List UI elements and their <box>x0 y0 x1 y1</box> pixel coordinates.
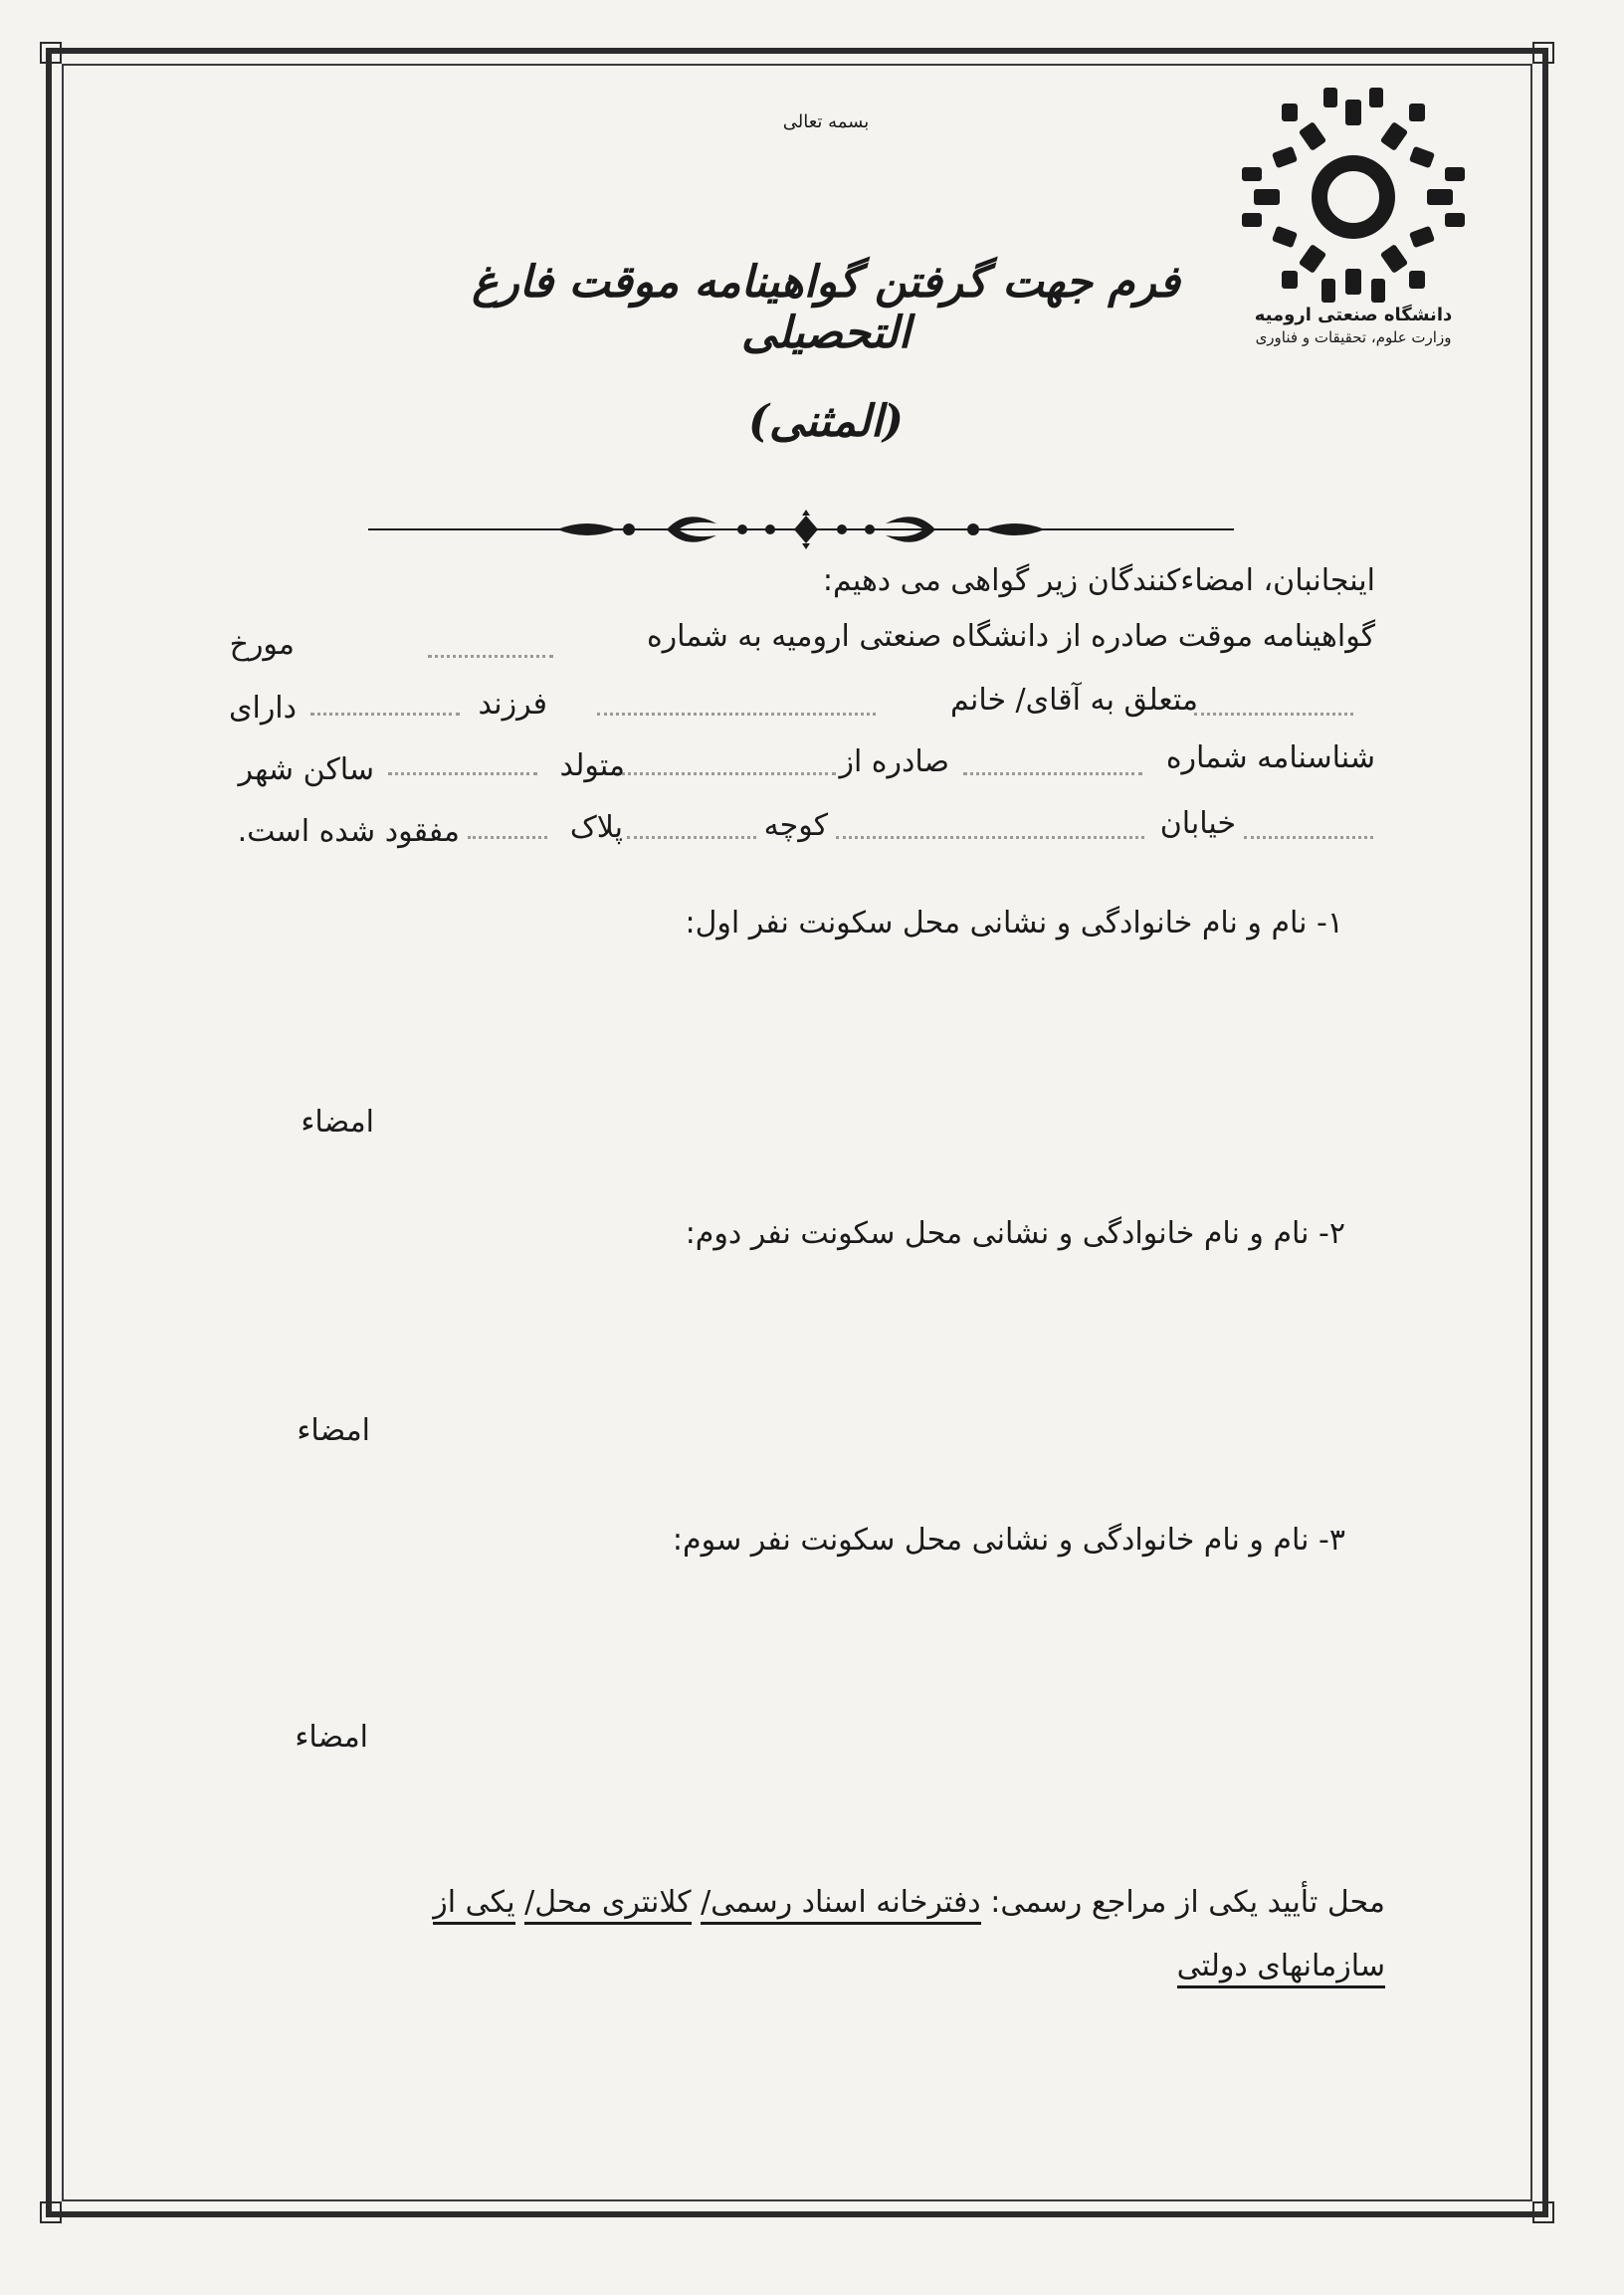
invocation: بسمه تعالی <box>782 111 870 132</box>
alley-field[interactable] <box>627 836 756 839</box>
police-option: کلانتری محل/ <box>524 1885 691 1925</box>
resident-city-label: ساکن شهر <box>238 752 374 787</box>
witness-2-label: ۲- نام و نام خانوادگی و نشانی محل سکونت نفر دوم: <box>685 1216 1345 1251</box>
university-logo <box>1234 80 1473 348</box>
witness-3-label: ۳- نام و نام خانوادگی و نشانی محل سکونت نفر سوم: <box>672 1523 1345 1558</box>
lost-statement: مفقود شده است. <box>237 814 460 849</box>
witness-1-signature-label: امضاء <box>301 1105 374 1140</box>
page-subtitle: (المثنی) <box>748 396 904 447</box>
father-name-field[interactable] <box>310 713 460 716</box>
street-field[interactable] <box>836 836 1144 839</box>
id-number-label: شناسنامه شماره <box>1165 740 1375 775</box>
date-label: مورخ <box>229 627 295 662</box>
ornamental-divider <box>368 510 1234 549</box>
born-label: متولد <box>559 748 625 783</box>
holding-label: دارای <box>229 691 297 726</box>
corner-ornament <box>1532 42 1554 64</box>
university-name: دانشگاه صنعتی ارومیه <box>1254 305 1453 325</box>
street-field-before[interactable] <box>1244 836 1373 839</box>
birth-date-field[interactable] <box>388 772 537 775</box>
witness-2-signature-label: امضاء <box>297 1413 370 1448</box>
plaque-field[interactable] <box>468 836 547 839</box>
certificate-number-label: گواهینامه موقت صادره از دانشگاه صنعتی ارومیه به شماره <box>646 619 1375 654</box>
alley-label: کوچه <box>763 808 828 843</box>
confirmation-prefix: محل تأیید یکی از مراجع رسمی: <box>990 1885 1385 1920</box>
witness-1-label: ۱- نام و نام خانوادگی و نشانی محل سکونت نفر اول: <box>685 906 1343 940</box>
corner-ornament <box>1532 2201 1554 2223</box>
holder-name-field[interactable] <box>1194 713 1353 716</box>
university-emblem-icon <box>1234 80 1473 309</box>
divider-ornament-icon <box>368 510 1234 549</box>
witness-3-signature-label: امضاء <box>295 1720 368 1755</box>
government-option: یکی از <box>433 1885 514 1925</box>
official-confirmation <box>241 1871 1385 1998</box>
child-of-label: فرزند <box>478 687 547 722</box>
corner-ornament <box>40 42 62 64</box>
government-option-continued: سازمانهای دولتی <box>1177 1949 1385 1988</box>
corner-ornament <box>40 2201 62 2223</box>
certificate-number-field[interactable] <box>428 655 553 658</box>
holder-name-label: متعلق به آقای/ خانم <box>950 683 1198 718</box>
intro-line: اینجانبان، امضاءکنندگان زیر گواهی می دهیم: <box>822 563 1375 598</box>
id-number-field[interactable] <box>963 772 1142 775</box>
street-label: خیابان <box>1159 806 1236 841</box>
notary-option: دفترخانه اسناد رسمی/ <box>701 1885 981 1925</box>
plaque-label: پلاک <box>569 810 623 845</box>
issued-from-label: صادره از <box>839 744 949 779</box>
holder-name-field-2[interactable] <box>597 713 876 716</box>
issued-from-field[interactable] <box>597 772 836 775</box>
ministry-name: وزارت علوم، تحقیقات و فناوری <box>1255 328 1452 346</box>
page-title: فرم جهت گرفتن گواهینامه موقت فارغ التحصیلی <box>472 257 1180 358</box>
